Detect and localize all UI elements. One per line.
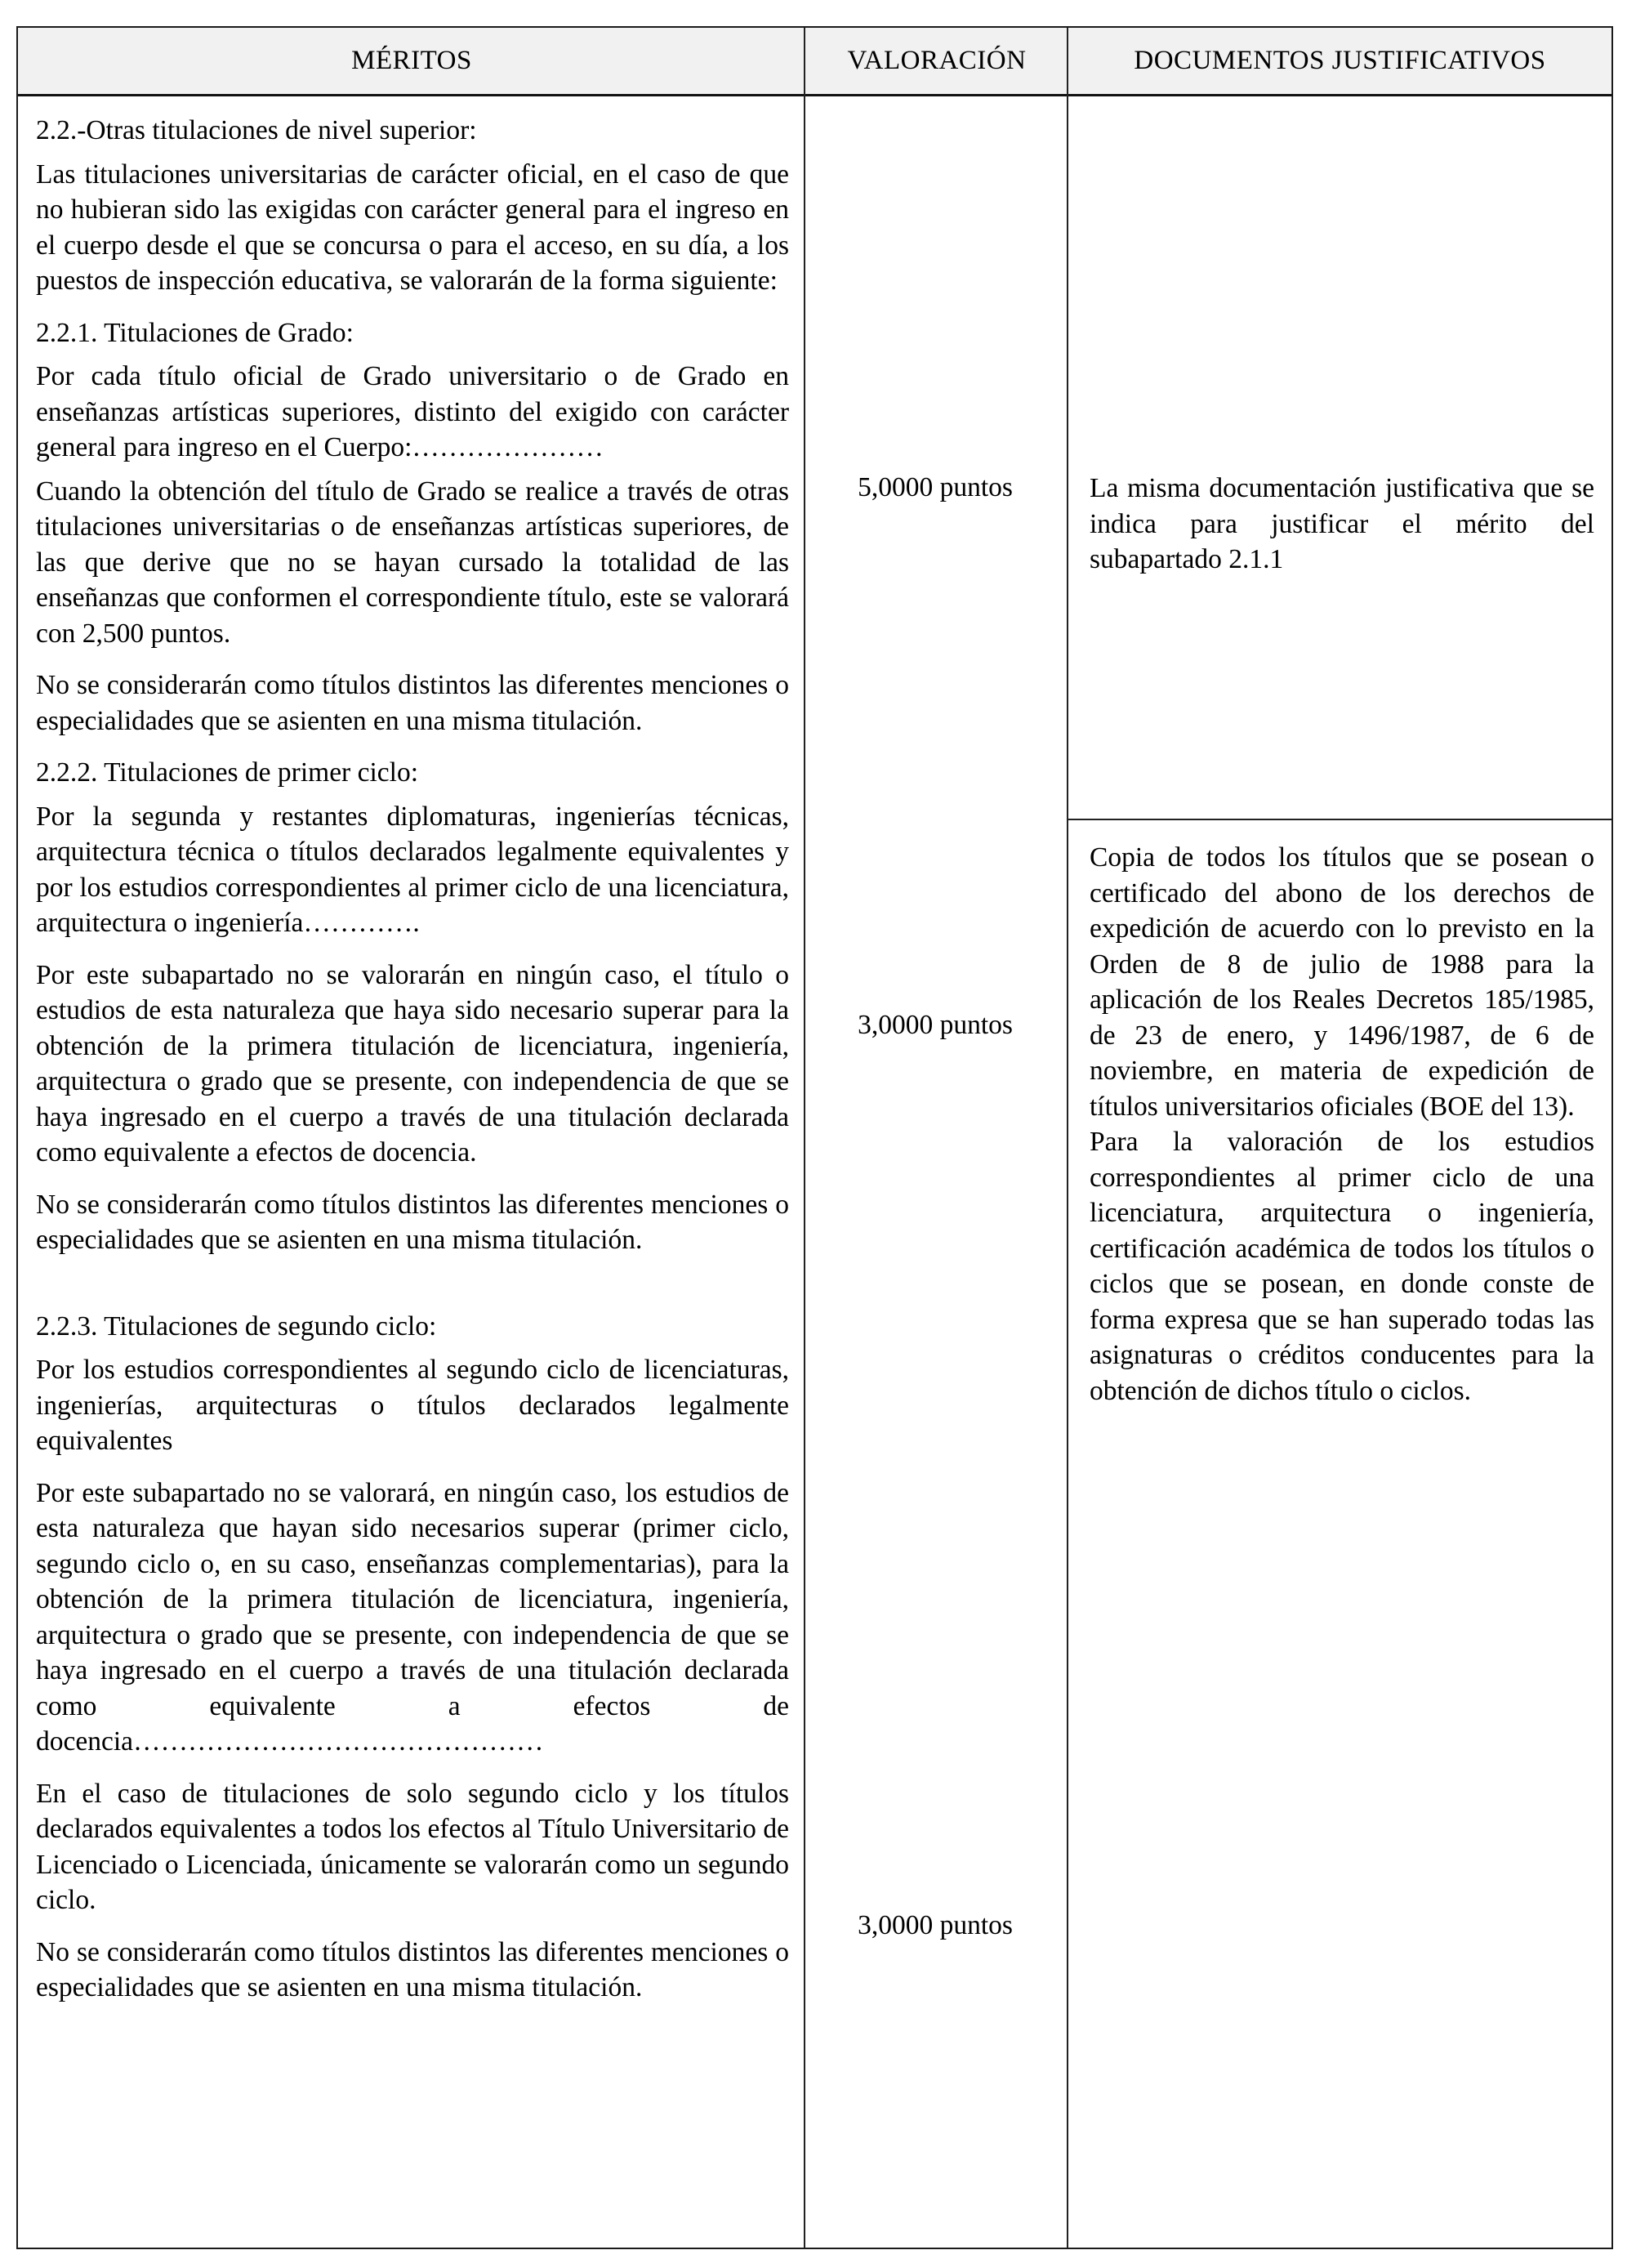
section-2-2-1-paragraph: Por cada título oficial de Grado universitario o de Grado en enseñanzas artísticas superiores, distinto del exigido con carácter general para ingreso en el Cuerpo:………………… bbox=[36, 361, 789, 462]
header-meritos-label: MÉRITOS bbox=[351, 46, 472, 75]
header-meritos bbox=[18, 28, 805, 96]
section-2-2-3-paragraph: Por este subapartado no se valorará, en ningún caso, los estudios de esta naturaleza que hayan sido necesarios superar (primer ciclo, segundo ciclo o, en su caso, enseñanzas complementarias), para la obtención de la primera titulación de licenciatura, ingeniería, arquitectura o grado que se presente, con independencia de que se haya ingresado en el cuerpo a través de una titulación declarada como equivalente a efectos de docencia……………………………………… bbox=[36, 1477, 789, 1757]
header-valoracion bbox=[805, 28, 1068, 96]
meritos-column bbox=[36, 113, 789, 2006]
section-title-2-2: 2.2.-Otras titulaciones de nivel superior: bbox=[36, 115, 477, 145]
section-title-2-2-3: 2.2.3. Titulaciones de segundo ciclo: bbox=[36, 1310, 437, 1342]
column-divider bbox=[1067, 28, 1068, 2248]
section-2-2-3-paragraph: No se considerarán como títulos distintos las diferentes menciones o especialidades que se asienten en una misma titulación. bbox=[36, 1936, 789, 2002]
meritos-table bbox=[16, 26, 1613, 2249]
valoracion-2-2-2: 3,0000 puntos bbox=[858, 1010, 1013, 1040]
valoracion-2-2-1: 5,0000 puntos bbox=[858, 472, 1013, 502]
documentos-block-2 bbox=[1090, 840, 1594, 1409]
documentos-block-1 bbox=[1090, 471, 1594, 578]
documentos-text: Para la valoración de los estudios correspondientes al primer ciclo de una licenciatura, arquitectura o ingeniería, certificación académica de todos los títulos o ciclos que se posean, en donde conste de forma expresa que se han superado todas las asignaturas o créditos conducentes para la obtención de dichos título o ciclos. bbox=[1090, 1127, 1594, 1406]
header-documentos-label: DOCUMENTOS JUSTIFICATIVOS bbox=[1134, 46, 1546, 75]
documentos-text: Copia de todos los títulos que se posean o certificado del abono de los derechos de expedición de acuerdo con lo previsto en la Orden de 8 de julio de 1988 para la aplicación de los Reales Decretos 185/1985, de 23 de enero, y 1496/1987, de 6 de noviembre, en materia de expedición de títulos universitarios oficiales (BOE del 13). bbox=[1090, 842, 1594, 1122]
section-intro-2-2: Las titulaciones universitarias de carácter oficial, en el caso de que no hubieran sido las exigidas con carácter general para el ingreso en el cuerpo desde el que se concursa o para el acceso, en su día, a los puestos de inspección educativa, se valorarán de la forma siguiente: bbox=[36, 158, 789, 296]
header-valoracion-label: VALORACIÓN bbox=[847, 46, 1027, 75]
valoracion-2-2-3: 3,0000 puntos bbox=[858, 1910, 1013, 1940]
section-2-2-3-paragraph: En el caso de titulaciones de solo segundo ciclo y los títulos declarados equivalentes a todos los efectos al Título Universitario de Licenciado o Licenciada, únicamente se valorarán como un segundo ciclo. bbox=[36, 1778, 789, 1915]
section-2-2-1-paragraph: Cuando la obtención del título de Grado se realice a través de otras titulaciones universitarias o de enseñanzas artísticas superiores, de las que derive que no se hayan cursado la totalidad de las enseñanzas que conformen el correspondiente título, este se valorará con 2,500 puntos. bbox=[36, 475, 789, 649]
section-2-2-2-paragraph: No se considerarán como títulos distintos las diferentes menciones o especialidades que se asienten en una misma titulación. bbox=[36, 1189, 789, 1255]
header-documentos bbox=[1068, 28, 1611, 96]
section-title-2-2-2: 2.2.2. Titulaciones de primer ciclo: bbox=[36, 757, 419, 788]
row-divider bbox=[1067, 819, 1611, 820]
section-2-2-2-paragraph: Por la segunda y restantes diplomaturas, ingenierías técnicas, arquitectura técnica o títulos declarados legalmente equivalentes y por los estudios correspondientes al primer ciclo de una licenciatura, arquitectura o ingeniería…………. bbox=[36, 801, 789, 938]
section-2-2-2-paragraph: Por este subapartado no se valorarán en ningún caso, el título o estudios de esta naturaleza que haya sido necesario superar para la obtención de la primera titulación de licenciatura, ingeniería, arquitectura o grado que se presente, con independencia de que se haya ingresado en el cuerpo a través de una titulación declarada como equivalente a efectos de docencia. bbox=[36, 959, 789, 1167]
section-2-2-3-paragraph: Por los estudios correspondientes al segundo ciclo de licenciaturas, ingenierías, arquitecturas o títulos declarados legalmente equivalentes bbox=[36, 1355, 789, 1456]
section-title-2-2-1: 2.2.1. Titulaciones de Grado: bbox=[36, 317, 354, 348]
documentos-text: La misma documentación justificativa que se indica para justificar el mérito del subapartado 2.1.1 bbox=[1090, 473, 1594, 574]
section-2-2-1-paragraph: No se considerarán como títulos distintos las diferentes menciones o especialidades que se asienten en una misma titulación. bbox=[36, 670, 789, 736]
